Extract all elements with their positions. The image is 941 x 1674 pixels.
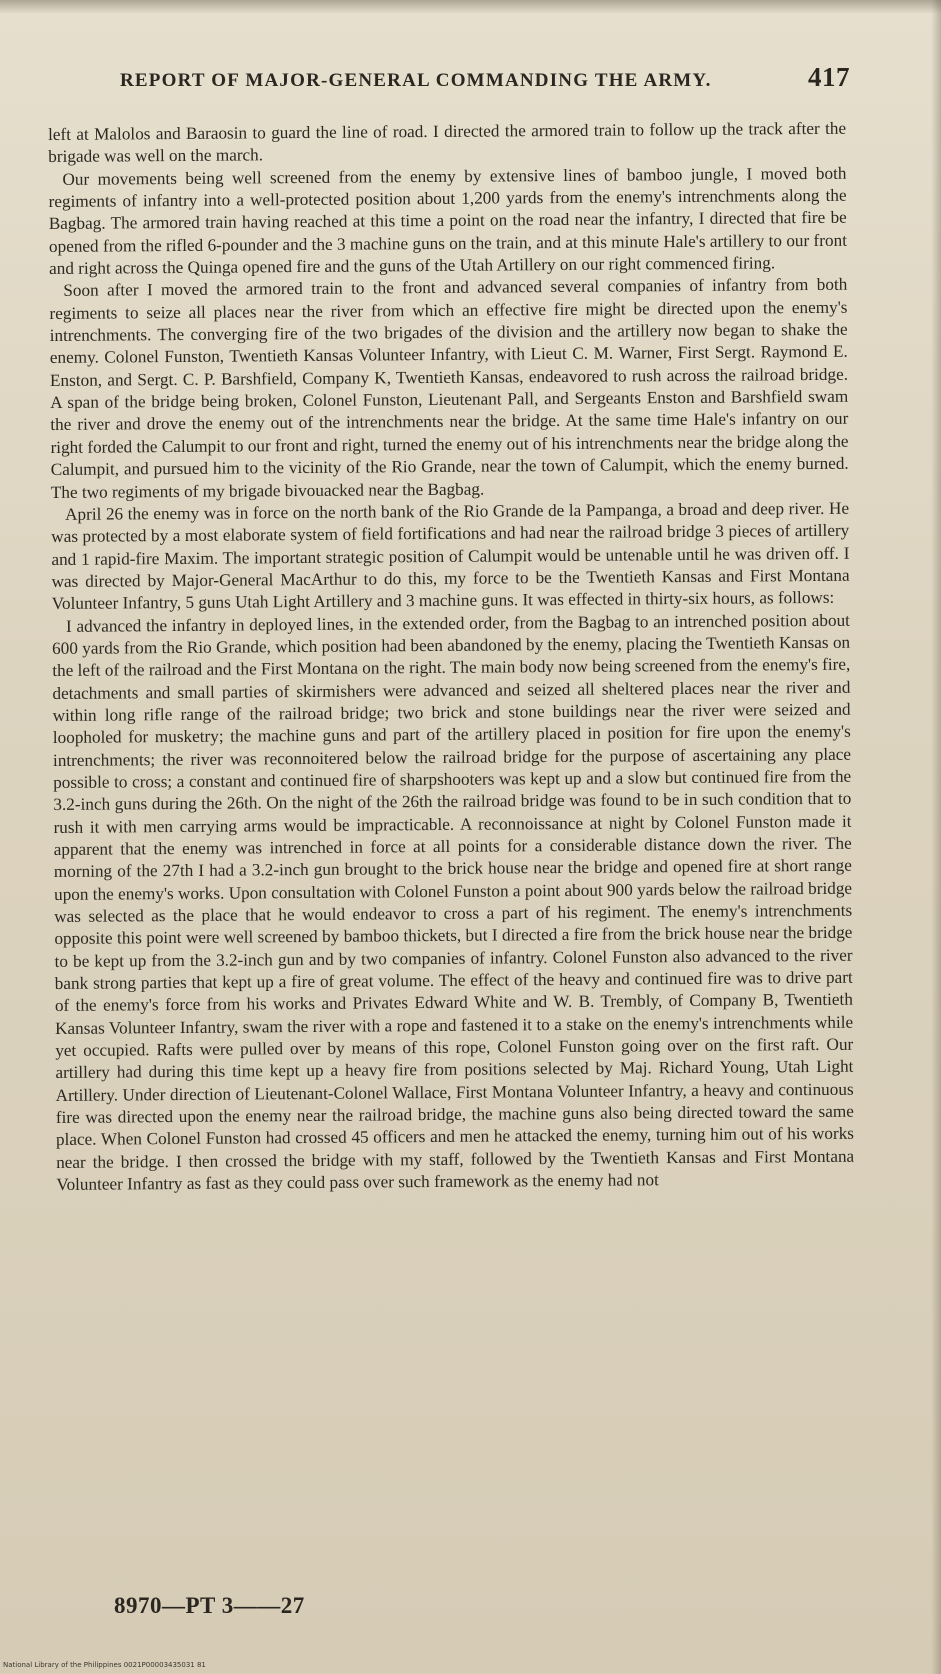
paragraph: Our movements being well screened from the enemy by extensive lines of bamboo jungle, I moved both regiments of infantry into a well-protected position about 1,200 yards from the enemy's intrenchments along the Bagbag. The armored train having reached at this time a point on the road near the infantry, I directed that fire be opened from the rifled 6-pounder and the 3 machine guns on the train, and at this minute Hale's artillery to our front and right across the Quinga opened fire and the guns of the Utah Artillery on our right commenced firing.	[48, 163, 848, 279]
signature-mark: 8970—PT 3——27	[114, 1593, 305, 1618]
running-head: REPORT OF MAJOR-GENERAL COMMANDING THE ARMY.	[120, 70, 712, 91]
paragraph: April 26 the enemy was in force on the north bank of the Rio Grande de la Pampanga, a broad and deep river. He was protected by a most elaborate system of field fortifications and had near the railroad bridge 3 pieces of artillery and 1 rapid-fire Maxim. The important strategic position of Calumpit would be untenable until he was driven off. I was directed by Major-General MacArthur to do this, my force to be the Twentieth Kansas and First Montana Volunteer Infantry, 5 guns Utah Light Artillery and 3 machine guns. It was effected in thirty-six hours, as follows:	[51, 498, 850, 614]
page-edge-shadow	[931, 0, 941, 1674]
footer-note: National Library of the Philippines 0021P00003435031 81	[3, 1661, 206, 1669]
paragraph: I advanced the infantry in deployed lines, in the extended order, from the Bagbag to an intrenched position about 600 yards from the Rio Grande, which position had been abandoned by the enemy, placing the Twentieth Kansas on the left of the railroad and the First Montana on the right. The main body now being screened from the enemy's fire, detachments and small parties of skirmishers were advanced and seized all sheltered places near the river and within long rifle range of the railroad bridge; two brick and stone buildings near the river were seized and loopholed for musketry; the machine guns and part of the artillery placed in position for fire upon the enemy's intrenchments; the river was reconnoitered below the railroad bridge for the purpose of ascertaining any place possible to cross; a constant and continued fire of sharpshooters was kept up and a slow but continued fire from the 3.2-inch guns during the 26th. On the night of the 26th the railroad bridge was found to be in such condition that to rush it with men carrying arms would be impracticable. A reconnoissance at night by Colonel Funston made it apparent that the enemy was intrenched in force at all points for a considerable distance down the river. The morning of the 27th I had a 3.2-inch gun brought to the brick house near the bridge and opened fire at short range upon the enemy's works. Upon consultation with Colonel Funston a point about 900 yards below the railroad bridge was selected as the place that he would endeavor to cross a part of his regiment. The enemy's intrenchments opposite this point were well screened by bamboo thickets, but I directed a fire from the brick house near the bridge to be kept up from the 3.2-inch gun and by two companies of infantry. Colonel Funston also advanced to the river bank strong parties that kept up a fire of great volume. The effect of the heavy and continued fire was to drive part of the enemy's force from his works and Privates Edward White and W. B. Trembly, of Company B, Twentieth Kansas Volunteer Infantry, swam the river with a rope and fastened it to a stake on the enemy's intrenchments while yet occupied. Rafts were pulled over by means of this rope, Colonel Funston going over on the first raft. Our artillery had during this time kept up a heavy fire from positions selected by Maj. Richard Young, Utah Light Artillery. Under direction of Lieutenant-Colonel Wallace, First Montana Volunteer Infantry, a heavy and continuous fire was directed upon the enemy near the railroad bridge, the machine guns also being directed toward the same place. When Colonel Funston had crossed 45 officers and men he attacked the enemy, turning him out of his works near the bridge. I then crossed the bridge with my staff, followed by the Twentieth Kansas and First Montana Volunteer Infantry as fast as they could pass over such framework as the enemy had not	[52, 610, 855, 1195]
page-top-shadow	[0, 0, 941, 14]
body-text	[48, 118, 854, 1197]
paragraph: Soon after I moved the armored train to the front and advanced several companies of infantry from both regiments to seize all places near the river from which an effective fire might be directed upon the enemy's intrenchments. The converging fire of the two brigades of the division and the artillery now began to shake the enemy. Colonel Funston, Twentieth Kansas Volunteer Infantry, with Lieut C. M. Warner, First Sergt. Raymond E. Enston, and Sergt. C. P. Barshfield, Company K, Twentieth Kansas, endeavored to rush across the railroad bridge. A span of the bridge being broken, Colonel Funston, Lieutenant Pall, and Sergeants Enston and Barshfield swam the river and drove the enemy out of the intrenchments near the bridge. At the same time Hale's infantry on our right forded the Calumpit to our front and right, turned the enemy out of his intrenchments near the bridge along the Calumpit, and pursued him to the vicinity of the Rio Grande, near the town of Calumpit, which the enemy burned. The two regiments of my brigade bivouacked near the Bagbag.	[49, 275, 849, 502]
paragraph: left at Malolos and Baraosin to guard the line of road. I directed the armored train to follow up the track after the brigade was well on the march.	[48, 118, 847, 167]
page-number: 417	[808, 62, 850, 92]
page-header	[120, 62, 850, 93]
